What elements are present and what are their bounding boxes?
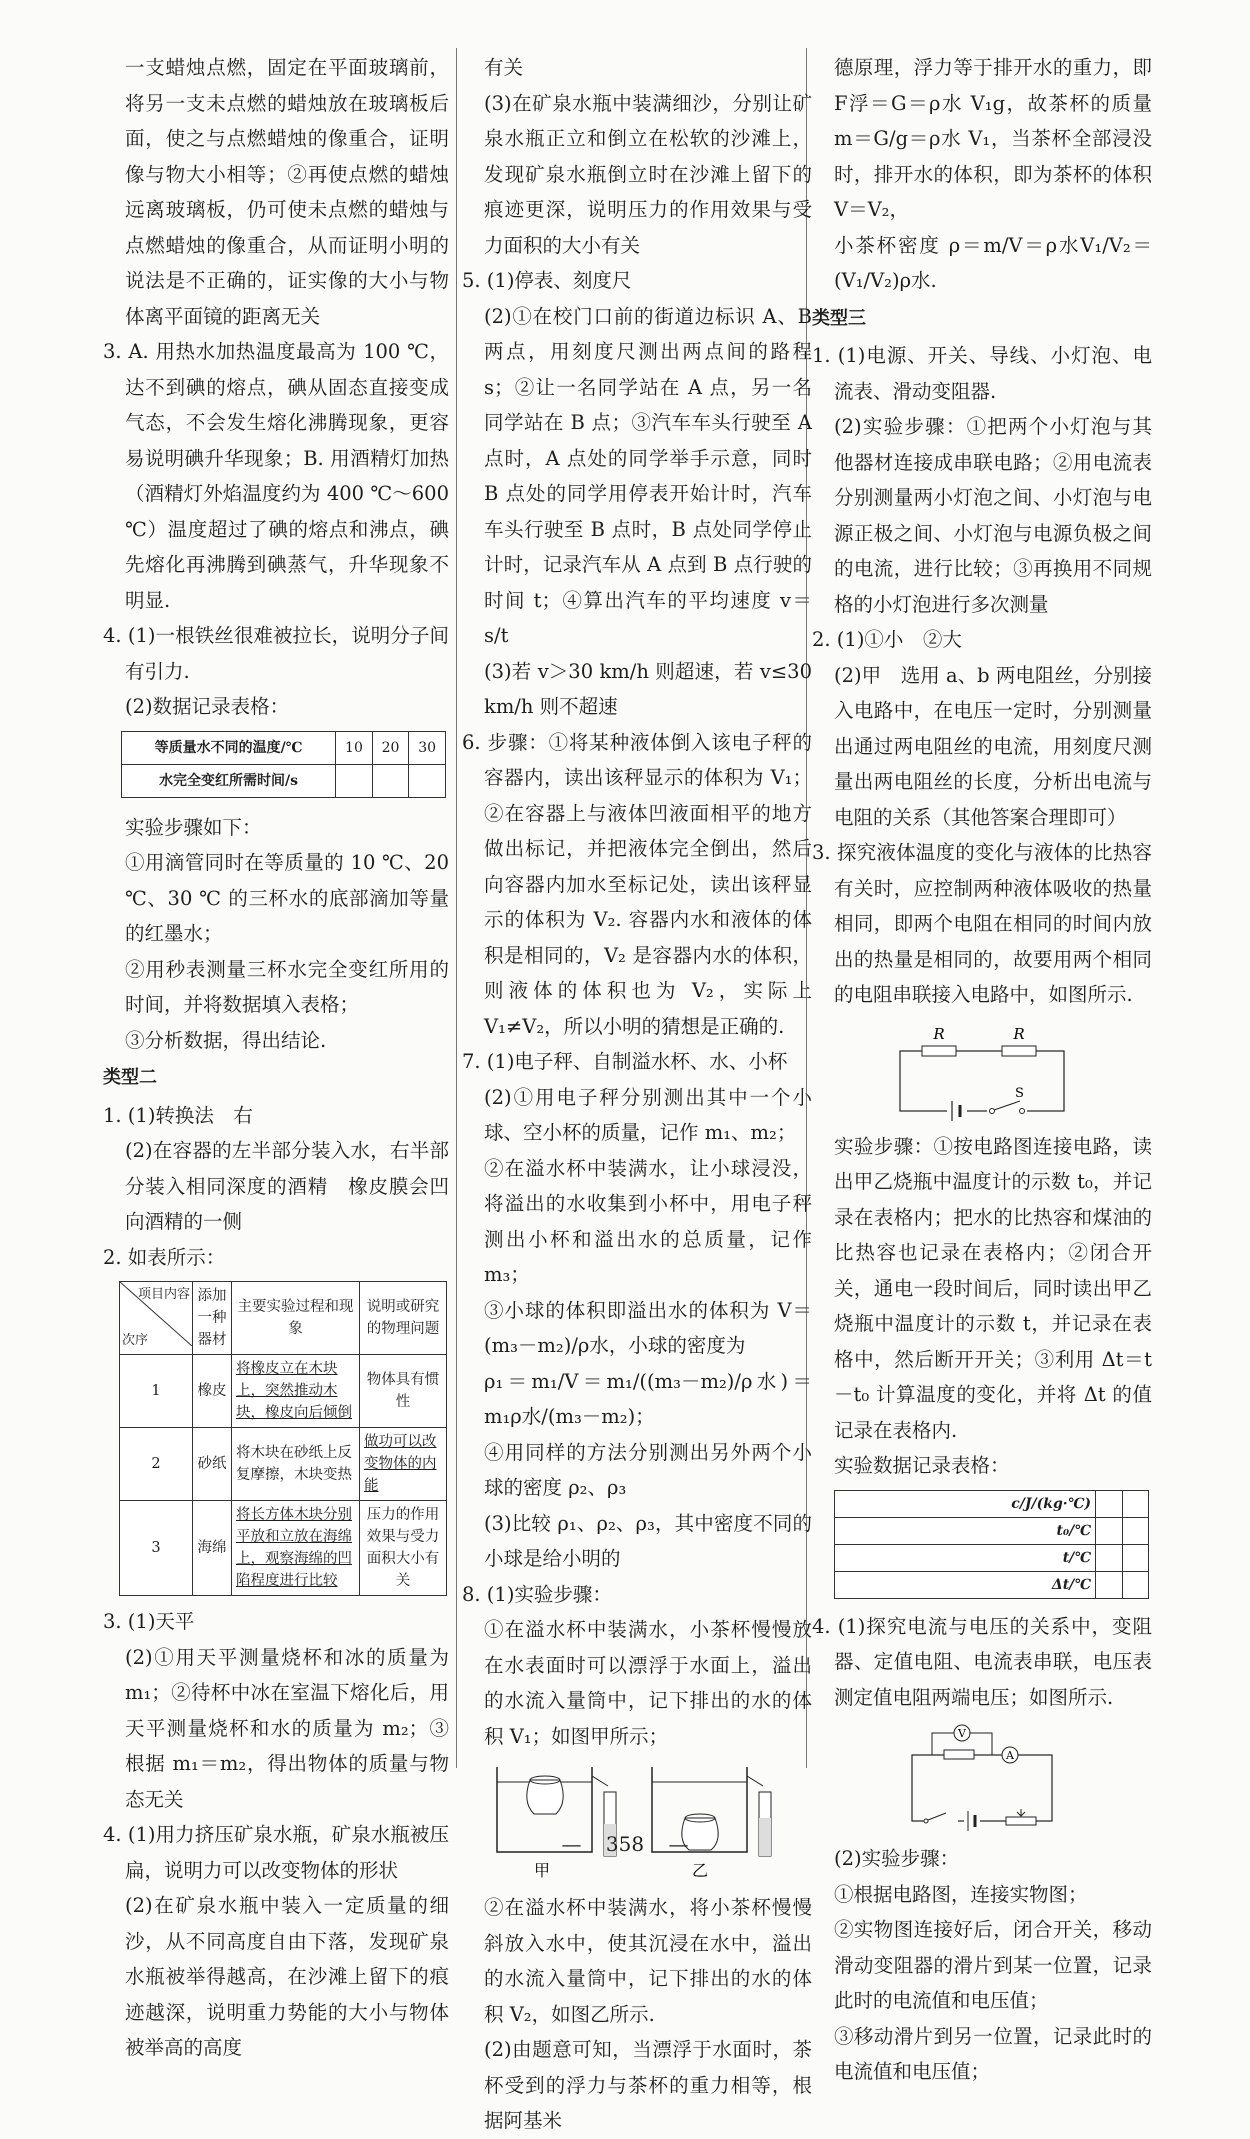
figure-yi [652,1767,771,1880]
answer: (2)在容器的左半部分装入水，右半部分装入相同深度的酒精 橡皮膜会凹向酒精的一侧 [125,1139,449,1233]
table-row [122,731,446,764]
column-middle [462,50,812,2139]
table-cell [1122,1490,1148,1517]
table-header-diagonal [120,1282,193,1355]
data-record-table [121,731,446,798]
step: ③移动滑片到另一位置，记录此时的电流值和电压值； [834,2024,1152,2083]
answer: 4. (1)探究电流与电压的关系中，变阻器、定值电阻、电流表串联，电压表测定值电阻两端电压；如图所示. [812,1614,1152,1709]
answer-4-2: (2)数据记录表格： [125,695,290,718]
table-cell: 橡皮 [193,1355,232,1428]
table-cell: 水完全变红所需时间/s [122,764,336,797]
answer-6: 6. 步骤：①将某种液体倒入该电子秤的容器内，读出该秤显示的体积为 V₁；②在容器上与液体凹液面相平的地方做出标记，并把液体完全倒出，然后向容器内加水至标记处，读出该秤显示的体积为 V₂. 容器内水和液体的体积是相同的，V₂ 是容器内水的体积，则液体的体积也为 V₂，实际上 V₁≠V₂，所以小明的猜想是正确的. [462,730,812,1038]
answer-3: 3. A. 用热水加热温度最高为 100 ℃，达不到碘的熔点，碘从固态直接变成气态，不会发生熔化沸腾现象，更容易说明碘升华现象；B. 用酒精灯加热（酒精灯外焰温度约为 400 ℃～600 ℃）温度超过了碘的熔点和沸点，碘先熔化再沸腾到碘蒸气，升华现象不明显. [103,340,449,612]
answer-7: (2)①用电子秤分别测出其中一个小球、空小杯的质量，记作 m₁、m₂； [484,1085,812,1144]
step: ②用秒表测量三杯水完全变红所用的时间，并将数据填入表格； [125,957,449,1016]
paragraph: 小茶杯密度 ρ＝m/V＝ρ水V₁/V₂＝(V₁/V₂)ρ水. [834,233,1152,292]
heat-record-table [834,1490,1149,1599]
table-cell [1122,1571,1148,1598]
paragraph: 一支蜡烛点燃，固定在平面玻璃前，将另一支未点燃的蜡烛放在玻璃板后面，使之与点燃蜡烛的像重合，证明像与物大小相等；②再使点燃的蜡烛远离玻璃板，仍可使未点燃的蜡烛与点燃蜡烛的像重合，从而证明小明的说法是不正确的，证实像的大小与物体离平面镜的距离无关 [125,56,449,328]
resistor-label: R [933,1024,945,1043]
table-cell: 压力的作用效果与受力面积大小有关 [360,1501,447,1596]
answer-7: (3)比较 ρ₁、ρ₂、ρ₃，其中密度不同的小球是给小明的 [484,1511,812,1570]
table-row [120,1501,447,1596]
table-cell: 将木块在砂纸上反复摩擦，木块变热 [232,1428,360,1501]
figure-label: 乙 [691,1861,709,1880]
table-row [122,764,446,797]
answer: 实验数据记录表格： [834,1454,1010,1477]
answer: (2)①用天平测量烧杯和冰的质量为 m₁；②待杯中冰在室温下熔化后，用天平测量烧杯和水的质量为 m₂；③根据 m₁＝m₂，得出物体的质量与物态无关 [125,1645,449,1811]
resistor-label: R [1013,1024,1025,1043]
answer: 1. (1)电源、开关、导线、小灯泡、电流表、滑动变阻器. [812,344,1152,403]
table-header-row [120,1282,447,1355]
table-cell: 将长方体木块分别平放和立放在海绵上，观察海绵的凹陷程度进行比较 [232,1501,360,1596]
answer-7: 7. (1)电子秤、自制溢水杯、水、小杯 [462,1050,788,1073]
table-cell: 砂纸 [193,1428,232,1501]
table-cell: c/J/(kg·℃) [835,1490,1096,1517]
switch-label: S [1015,1085,1024,1101]
table-cell [409,764,446,797]
ammeter-label: A [1006,1749,1014,1762]
table-cell [372,764,409,797]
table-cell: 做功可以改变物体的内能 [360,1428,447,1501]
page-number: 358 [605,1832,645,1856]
table-cell: 10 [336,731,373,764]
table-cell: 等质量水不同的温度/℃ [122,731,336,764]
answer-5: (2)①在校门口前的街道边标识 A、B 两点，用刻度尺测出两点间的路程 s；②让一名同学站在 A 点，另一名同学站在 B 点；③汽车车头行驶至 A 点时，A 点处的同学举手示意，同时 B 点处的同学用停表开始计时，汽车车头行驶至 B 点时，B 点处同学停止计时，记录汽车从 A 点到 B 点行驶的时间 t；④算出汽车的平均速度 v＝s/t [484,304,812,647]
table-cell: Δt/℃ [835,1571,1096,1598]
steps-heading: 实验步骤如下： [125,815,262,839]
experiment-table [119,1281,447,1596]
table-cell: 20 [372,731,409,764]
table-cell: 物体具有惯性 [360,1355,447,1428]
paragraph: 有关 [484,56,524,79]
header-label: 项目内容 [137,1287,190,1302]
answer-7: ③小球的体积即溢出水的体积为 V＝(m₃－m₂)/ρ水，小球的密度为 [484,1298,812,1357]
table-cell: 30 [409,731,446,764]
step: ③分析数据，得出结论. [125,1028,327,1052]
step: ①根据电路图，连接实物图； [834,1882,1088,1906]
paragraph: 德原理，浮力等于排开水的重力，即 F浮＝G＝ρ水 V₁g，故茶杯的质量 m＝G/g＝ρ水 V₁，当茶杯全部浸没时，排开水的体积，即为茶杯的体积 V＝V₂， [834,56,1152,221]
answer-8: (2)由题意可知，当漂浮于水面时，茶杯受到的浮力与茶杯的重力相等，根据阿基米 [484,2038,812,2132]
table-row [120,1428,447,1501]
table-header: 添加一种器材 [193,1282,232,1355]
table-cell: 将橡皮立在木块上，突然推动木块，橡皮向后倾倒 [232,1355,360,1428]
answer: 3. (1)天平 [103,1610,195,1633]
table-row [835,1517,1149,1544]
section-heading-type3: 类型三 [812,307,866,329]
page-footer: — 358 — [561,1832,689,1856]
table-header: 主要实验过程和现象 [232,1282,360,1355]
answer-8: ①在溢水杯中装满水，小茶杯慢慢放在水表面时可以漂浮于水面上，溢出的水流入量筒中，记下排出的水的体积 V₁；如图甲所示； [484,1618,812,1748]
table-cell [1096,1490,1122,1517]
answer-5: (3)若 v＞30 km/h 则超速，若 v≤30 km/h 则不超速 [484,659,812,718]
answer: 1. (1)转换法 右 [103,1103,253,1127]
paragraph: (3)在矿泉水瓶中装满细沙，分别让矿泉水瓶正立和倒立在松软的沙滩上，发现矿泉水瓶倒立时在沙滩上留下的痕迹更深，说明压力的作用效果与受力面积的大小有关 [484,91,812,257]
series-resistor-circuit [892,1021,1072,1121]
voltmeter-label: V [958,1727,966,1740]
answer: 实验步骤：①按电路图连接电路，读出甲乙烧瓶中温度计的示数 t₀，并记录在表格内；把水的比热容和煤油的比热容也记录在表格内；②闭合开关，通电一段时间后，同时读出甲乙烧瓶中温度计的示数 t，并记录在表格中，然后断开开关；③利用 Δt＝t－t₀ 计算温度的变化，并将 Δt 的值记录在表格内. [834,1134,1152,1442]
section-heading-type2: 类型二 [103,1067,157,1088]
table-cell [1096,1544,1122,1571]
answer-4-1: 4. (1)一根铁丝很难被拉长，说明分子间有引力. [103,624,449,683]
density-formula: ρ₁＝m₁/V＝m₁/((m₃－m₂)/ρ水)＝m₁ρ水/(m₃－m₂)； [484,1369,812,1428]
table-cell: 3 [120,1501,193,1596]
table-cell [1122,1544,1148,1571]
answer-7: ④用同样的方法分别测出另外两个小球的密度 ρ₂、ρ₃ [484,1440,812,1499]
answer-8: 8. (1)实验步骤： [462,1582,612,1606]
table-cell: t/℃ [835,1544,1096,1571]
answer: (2)实验步骤： [834,1847,960,1870]
table-row [835,1544,1149,1571]
table-cell [336,764,373,797]
table-row [835,1490,1149,1517]
table-row [120,1355,447,1428]
table-cell [1096,1517,1122,1544]
answer-5: 5. (1)停表、刻度尺 [462,269,632,292]
step: ①用滴管同时在等质量的 10 ℃、20 ℃、30 ℃ 的三杯水的底部滴加等量的红墨水； [125,851,449,945]
figure-jia [497,1767,616,1880]
table-row [835,1571,1149,1598]
column-divider-left [456,48,457,1768]
answer-7: ②在溢水杯中装满水，让小球浸没，将溢出的水收集到小杯中，用电子秤测出小杯和溢出水的总质量，记作 m₃； [484,1156,812,1286]
column-left [103,50,449,2066]
figure-label: 甲 [533,1861,551,1880]
answer-8: ②在溢水杯中装满水，将小茶杯慢慢斜放入水中，使其沉浸在水中，溢出的水流入量筒中，记下排出的水的体积 V₂，如图乙所示. [484,1896,812,2026]
table-header: 说明或研究的物理问题 [360,1282,447,1355]
answer: 3. 探究液体温度的变化与液体的比热容有关时，应控制两种液体吸收的热量相同，即两个电阻在相同的时间内放出的热量是相同的，故要用两个相同的电阻串联接入电路中，如图所示. [812,841,1152,1006]
answer: (2)甲 选用 a、b 两电阻丝，分别接入电路中，在电压一定时，分别测量出通过两电阻丝的电流，用刻度尺测量出两电阻丝的长度，分析出电流与电阻的关系（其他答案合理即可） [834,663,1152,829]
answer: (2)在矿泉水瓶中装入一定质量的细沙，从不同高度自由下落，发现矿泉水瓶被举得越高，在沙滩上留下的痕迹越深，说明重力势能的大小与物体被举高的高度 [125,1894,449,2059]
voltage-current-circuit [902,1723,1062,1833]
answer: 4. (1)用力挤压矿泉水瓶，矿泉水瓶被压扁，说明力可以改变物体的形状 [103,1823,449,1882]
table-cell [1096,1571,1122,1598]
column-right [812,50,1152,2090]
answer: 2. 如表所示： [103,1245,226,1269]
table-cell: 2 [120,1428,193,1501]
overflow-cup-figure [492,1762,782,1882]
table-cell [1122,1517,1148,1544]
table-cell: 海绵 [193,1501,232,1596]
header-label: 次序 [122,1333,149,1348]
step: ②实物图连接好后，闭合开关，移动滑动变阻器的滑片到某一位置，记录此时的电流值和电压值； [834,1918,1152,2012]
answer: (2)实验步骤：①把两个小灯泡与其他器材连接成串联电路；②用电流表分别测量两小灯泡之间、小灯泡与电源正极之间、小灯泡与电源负极之间的电流，进行比较；③再换用不同规格的小灯泡进行多次测量 [834,415,1152,616]
table-cell: t₀/℃ [835,1517,1096,1544]
table-cell: 1 [120,1355,193,1428]
answer: 2. (1)①小 ②大 [812,628,962,651]
